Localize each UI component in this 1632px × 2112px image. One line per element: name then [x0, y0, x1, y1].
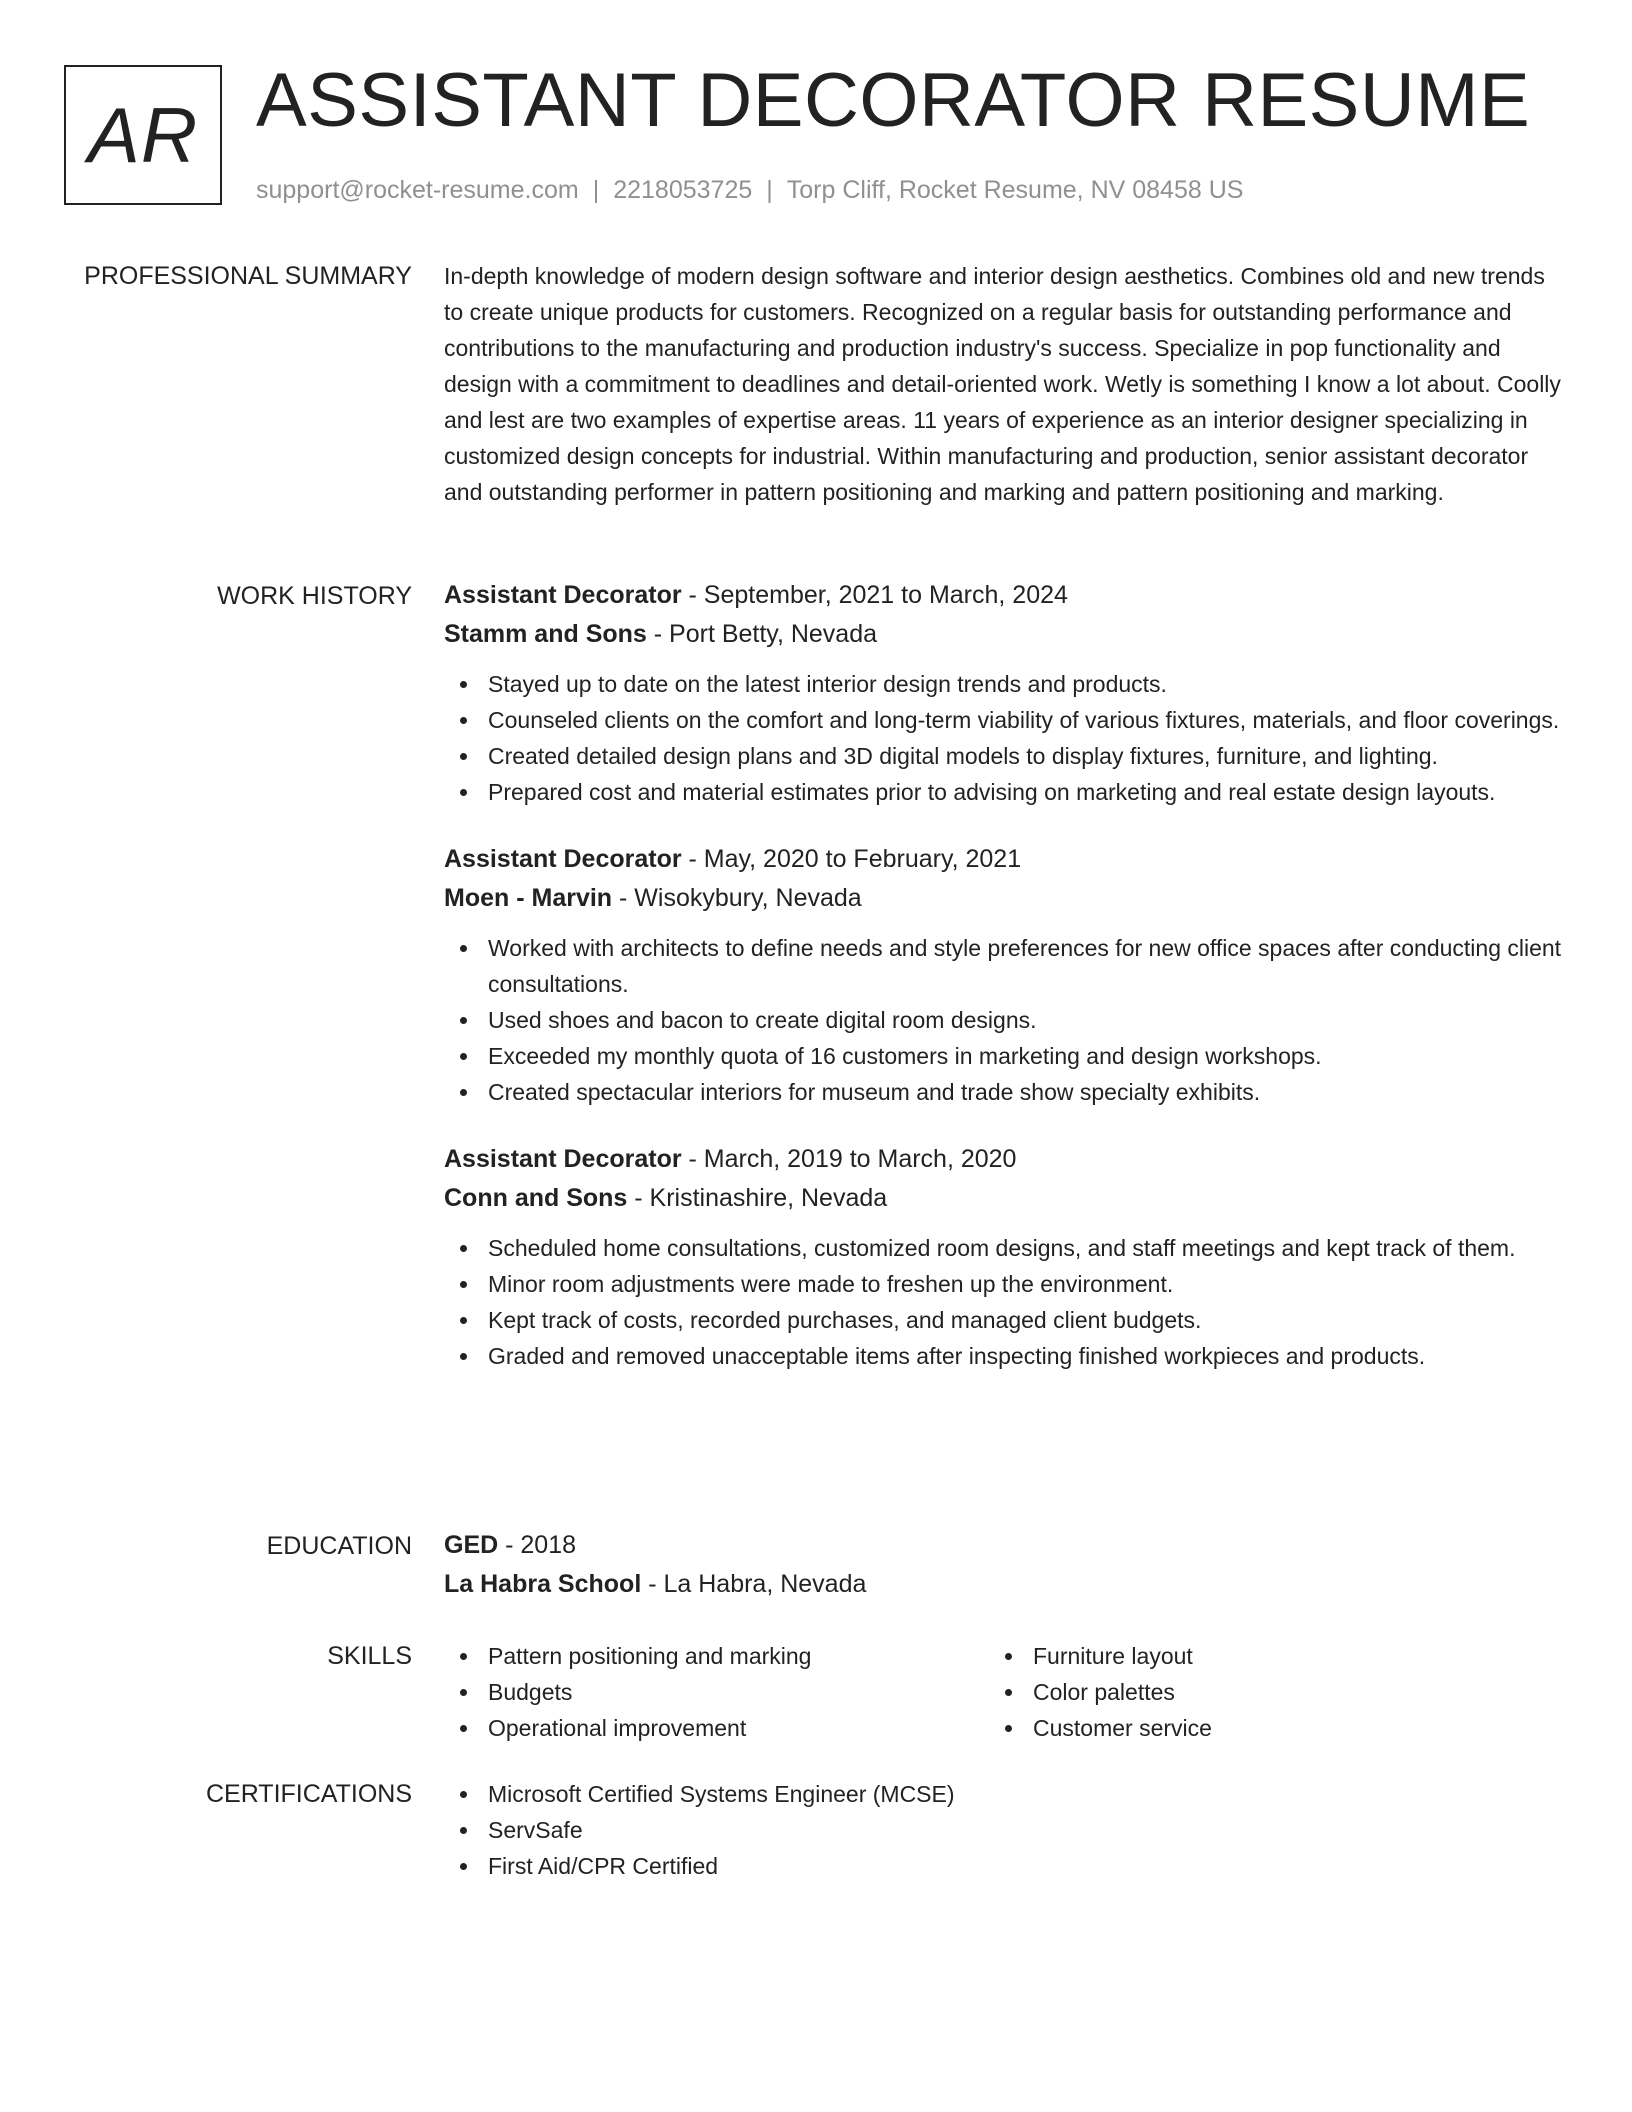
skills-grid [444, 1638, 1564, 1746]
job-duties [444, 1230, 1564, 1374]
job-dates: - September, 2021 to March, 2024 [681, 581, 1068, 609]
job-entry [444, 576, 1564, 810]
skill-item: Color palettes [989, 1674, 1534, 1710]
education-location: - La Habra, Nevada [641, 1570, 867, 1598]
skill-item: Furniture layout [989, 1638, 1534, 1674]
list-item: Created detailed design plans and 3D digital models to display fixtures, furniture, and lighting. [444, 738, 1564, 774]
certifications-list [444, 1776, 1564, 1884]
job-dates: - May, 2020 to February, 2021 [681, 845, 1022, 873]
summary-heading: PROFESSIONAL SUMMARY [84, 262, 412, 290]
education-school-line [444, 1565, 1564, 1604]
contact-line [256, 172, 1243, 208]
skills-list-right [989, 1638, 1534, 1746]
summary-body [444, 258, 1564, 510]
job-entry [444, 1140, 1564, 1374]
education-degree: GED [444, 1531, 499, 1559]
education-heading: EDUCATION [266, 1532, 412, 1560]
job-title-line [444, 840, 1564, 879]
job-title-line [444, 576, 1564, 615]
monogram-logo: AR [64, 65, 222, 205]
list-item: Counseled clients on the comfort and long-term viability of various fixtures, materials, and floor coverings. [444, 702, 1564, 738]
list-item: Created spectacular interiors for museum and trade show specialty exhibits. [444, 1074, 1564, 1110]
education-degree-line [444, 1526, 1564, 1565]
skill-item: Budgets [444, 1674, 989, 1710]
work-history-body [444, 576, 1564, 1404]
job-company-line [444, 1179, 1564, 1218]
contact-phone: 2218053725 [613, 176, 753, 204]
skills-body [444, 1638, 1564, 1746]
job-dates: - March, 2019 to March, 2020 [681, 1145, 1017, 1173]
certifications-heading: CERTIFICATIONS [205, 1780, 412, 1808]
contact-separator: | [766, 176, 773, 204]
resume-title: ASSISTANT DECORATOR RESUME [256, 58, 1531, 143]
list-item: Worked with architects to define needs and style preferences for new office spaces after conducting client consultations. [444, 930, 1564, 1002]
work-history-heading: WORK HISTORY [217, 582, 412, 610]
education-school: La Habra School [444, 1570, 642, 1598]
job-company-line [444, 615, 1564, 654]
education-body [444, 1526, 1564, 1604]
job-company: Moen - Marvin [444, 884, 613, 912]
job-entry [444, 840, 1564, 1110]
contact-address: Torp Cliff, Rocket Resume, NV 08458 US [786, 176, 1244, 204]
list-item: Scheduled home consultations, customized room designs, and staff meetings and kept track of them. [444, 1230, 1564, 1266]
job-title: Assistant Decorator [444, 581, 682, 609]
contact-separator: | [592, 176, 600, 204]
job-company: Stamm and Sons [444, 620, 647, 648]
list-item: Minor room adjustments were made to freshen up the environment. [444, 1266, 1564, 1302]
skill-item: Customer service [989, 1710, 1534, 1746]
job-location: - Kristinashire, Nevada [627, 1184, 888, 1212]
list-item: Stayed up to date on the latest interior design trends and products. [444, 666, 1564, 702]
job-title: Assistant Decorator [444, 1145, 682, 1173]
job-duties [444, 666, 1564, 810]
skills-list-left [444, 1638, 989, 1746]
job-title-line [444, 1140, 1564, 1179]
job-location: - Port Betty, Nevada [646, 620, 878, 648]
certifications-body [444, 1776, 1564, 1884]
job-company-line [444, 879, 1564, 918]
list-item: Prepared cost and material estimates prior to advising on marketing and real estate design layouts. [444, 774, 1564, 810]
list-item: Exceeded my monthly quota of 16 customers in marketing and design workshops. [444, 1038, 1564, 1074]
education-year: - 2018 [498, 1531, 577, 1559]
list-item: Graded and removed unacceptable items after inspecting finished workpieces and products. [444, 1338, 1564, 1374]
job-title: Assistant Decorator [444, 845, 682, 873]
job-duties [444, 930, 1564, 1110]
list-item: Kept track of costs, recorded purchases, and managed client budgets. [444, 1302, 1564, 1338]
job-location: - Wisokybury, Nevada [612, 884, 862, 912]
skill-item: Operational improvement [444, 1710, 989, 1746]
job-company: Conn and Sons [444, 1184, 628, 1212]
contact-email: support@rocket-resume.com [256, 176, 579, 204]
certification-item: First Aid/CPR Certified [444, 1848, 1564, 1884]
certification-item: ServSafe [444, 1812, 1564, 1848]
certification-item: Microsoft Certified Systems Engineer (MCSE) [444, 1776, 1564, 1812]
skill-item: Pattern positioning and marking [444, 1638, 989, 1674]
list-item: Used shoes and bacon to create digital room designs. [444, 1002, 1564, 1038]
skills-heading: SKILLS [327, 1642, 412, 1670]
summary-text: In-depth knowledge of modern design software and interior design aesthetics. Combines old and new trends to create unique products for customers. Recognized on a regular basis for outstanding performance and contributions to the manufacturing and production industry's success. Specialize in pop functionality and design with a commitment to deadlines and detail-oriented work. Wetly is something I know a lot about. Coolly and lest are two examples of expertise areas. 11 years of experience as an interior designer specializing in customized design concepts for industrial. Within manufacturing and production, senior assistant decorator and outstanding performer in pattern positioning and marking and pattern positioning and marking. [444, 263, 1561, 505]
